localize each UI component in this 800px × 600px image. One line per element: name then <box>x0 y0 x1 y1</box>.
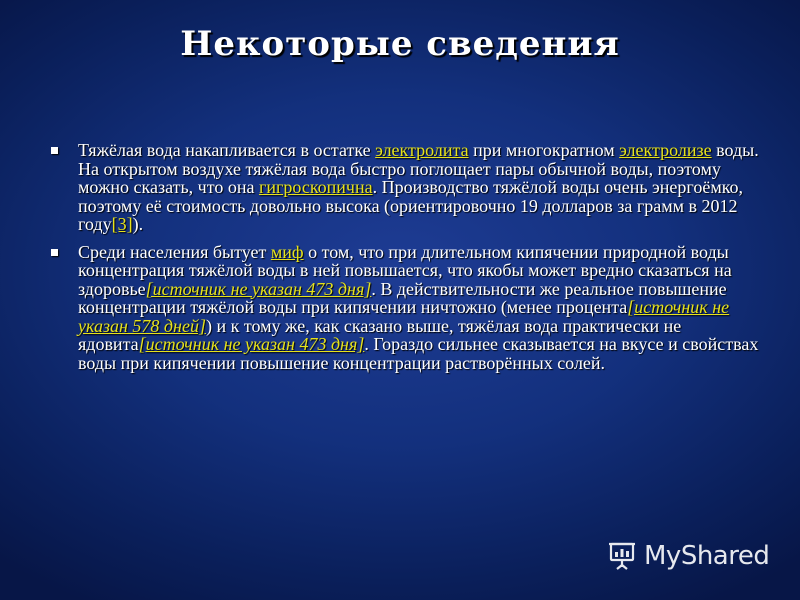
text-segment: воды. На открытом воздухе тяжёлая вода быстро поглощает пары обычной воды, поэтому можно сказать, что она <box>78 140 759 197</box>
link-electrolysis[interactable]: электролизе <box>619 140 712 160</box>
citation-needed-link[interactable]: [источник не указан 473 дня] <box>138 334 365 354</box>
text-segment: о том, что при длительном кипячении природной воды концентрация тяжёлой воды в ней повышается, что якобы может вредно сказаться на здоровье <box>78 241 732 299</box>
text-segment: при многократном <box>468 140 620 160</box>
bullet-square-icon <box>51 147 58 154</box>
bullet-text-1 <box>78 140 759 234</box>
text-segment: ) и к тому же, как сказано выше, тяжёлая вода практически не ядовита <box>78 315 682 354</box>
text-segment: . Производство тяжёлой воды очень энергоёмко, поэтому её стоимость довольно высока (ориентировочно 19 долларов за грамм в 2012 году <box>78 177 744 234</box>
text-segment: . В действительности же реальное повышение концентрации тяжёлой воды при кипячении ничтожно (менее процента <box>78 278 727 317</box>
bullet-item-2 <box>48 243 760 373</box>
bullet-text-2 <box>78 242 758 373</box>
link-myth[interactable]: миф <box>270 241 304 262</box>
slide-title: Некоторые сведения <box>180 24 620 64</box>
citation-needed-link[interactable]: [источник не указан 578 дней] <box>78 297 730 336</box>
link-electrolyte[interactable]: электролита <box>375 140 469 160</box>
reference-link-3[interactable]: [3] <box>111 214 133 234</box>
text-segment: . Гораздо сильнее сказывается на вкусе и свойствах воды при кипячении повышение концентрации растворённых солей. <box>78 334 759 373</box>
citation-needed-link[interactable]: [источник не указан 473 дня] <box>145 278 372 299</box>
text-segment: Среди населения бытует <box>78 241 271 262</box>
watermark-text: MyShared <box>644 541 770 571</box>
link-hygroscopic[interactable]: гигроскопична <box>258 177 373 197</box>
presentation-board-icon <box>606 540 638 572</box>
bullet-item-1 <box>48 141 760 234</box>
bullet-square-icon <box>51 249 58 256</box>
myshared-watermark <box>606 536 786 576</box>
bullet-list <box>48 141 760 381</box>
text-segment: ). <box>132 214 144 234</box>
text-segment: Тяжёлая вода накапливается в остатке <box>78 140 376 160</box>
